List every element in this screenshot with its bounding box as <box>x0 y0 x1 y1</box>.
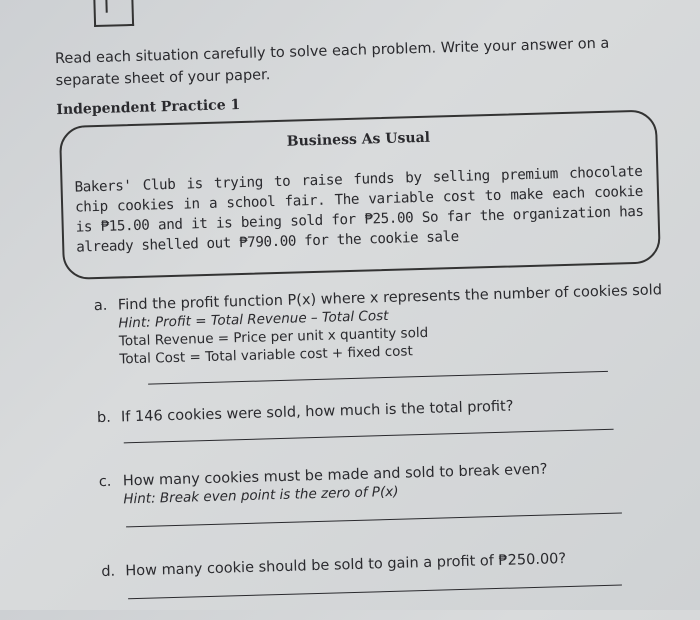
question-c-letter: c. <box>98 473 112 491</box>
question-b-text: If 146 cookies were sold, how much is the total profit? <box>120 398 514 426</box>
question-a-text: Find the profit function P(x) where x represents the number of cookies sold <box>117 282 663 314</box>
question-a-revenue-line: Total Revenue = Price per unit x quantity sold <box>118 324 429 350</box>
question-b-letter: b. <box>96 409 112 427</box>
question-a <box>94 281 666 369</box>
problem-box-title: Business As Usual <box>286 129 431 150</box>
question-c-hint: Hint: Break even point is the zero of P(x) <box>123 483 399 508</box>
problem-box <box>59 109 661 280</box>
question-a-cost-line: Total Cost = Total variable cost + fixed cost <box>119 343 414 368</box>
answer-line-b <box>124 429 614 444</box>
answer-line-d <box>128 585 622 600</box>
question-b <box>97 393 667 427</box>
question-a-hint: Hint: Profit = Total Revenue – Total Cost <box>118 307 389 332</box>
question-d-letter: d. <box>101 563 116 581</box>
answer-line-c <box>126 512 622 527</box>
question-d-text: How many cookie should be sold to gain a profit of ₱250.00? <box>125 551 567 580</box>
problem-box-body: Bakers' Club is trying to raise funds by selling premium chocolate chip cookies in a school fair. The variable cost to make each cookie is ₱15.00 and it is being sold for ₱25.00 So far the organization has already shelled out ₱790.00 for the cookie sale <box>74 163 644 256</box>
book-icon <box>93 0 134 27</box>
answer-line-a <box>148 371 608 385</box>
question-a-letter: a. <box>93 297 108 315</box>
instructions-text: Read each situation carefully to solve each problem. Write your answer on a separate sheet of your paper. <box>54 35 610 90</box>
section-label: Independent Practice 1 <box>56 96 241 119</box>
question-c-text: How many cookies must be made and sold to break even? <box>122 461 548 490</box>
question-c <box>99 457 670 509</box>
question-d <box>101 547 671 581</box>
